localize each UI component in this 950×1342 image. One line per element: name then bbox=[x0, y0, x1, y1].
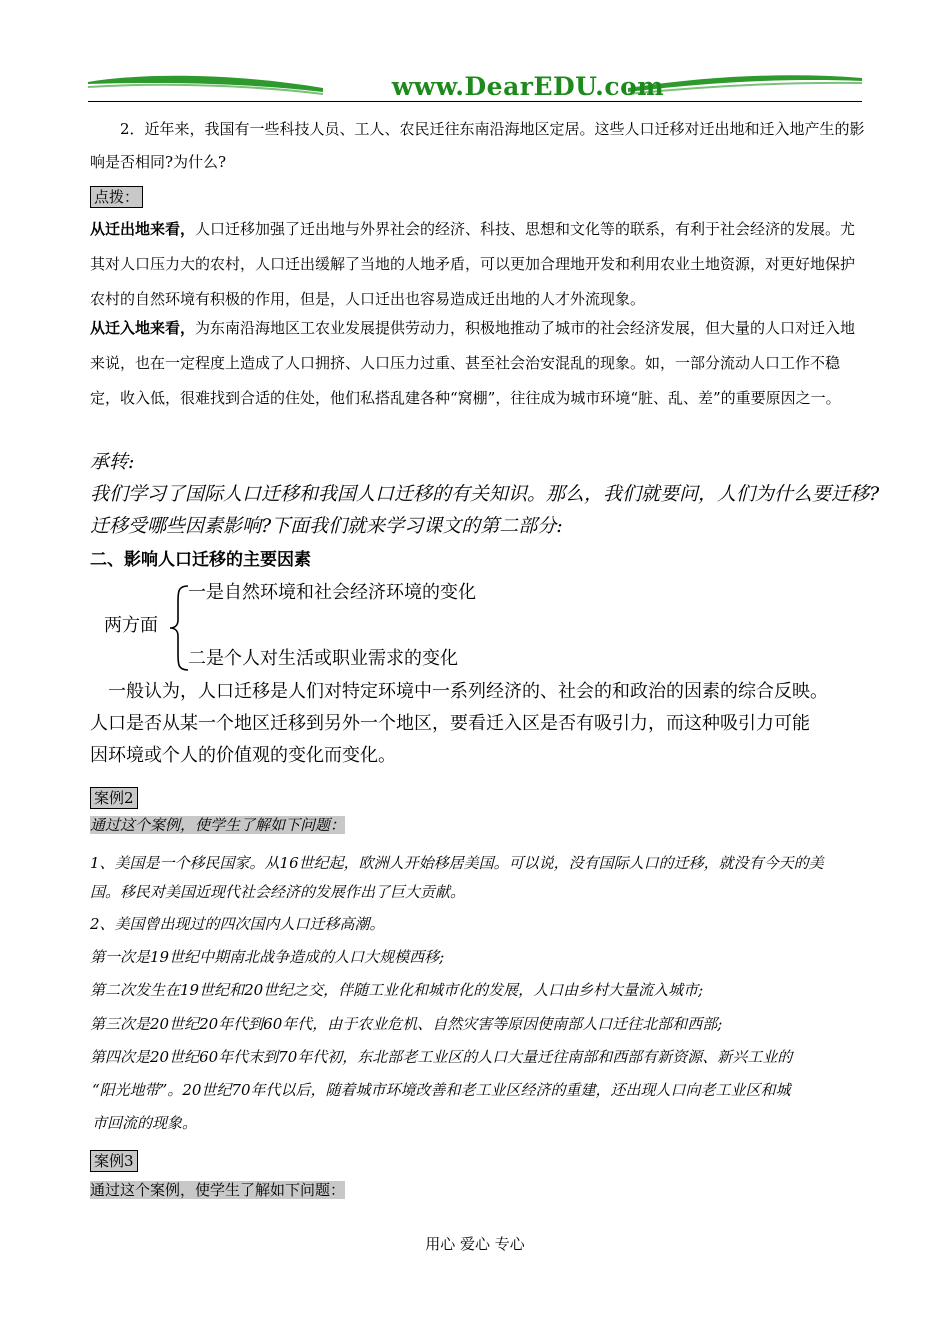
in-migration-text: 为东南沿海地区工农业发展提供劳动力，积极地推动了城市的社会经济发展，但大量的人口对迁入地来说，也在一定程度上造成了人口拥挤、人口压力过重、甚至社会治安混乱的现象。如，一部分流动人口工作不稳定，收入低，很难找到合适的住处，他们私搭乱建各种“窝棚”，往往成为城市环境“脏、乱、差”的重要原因之一。 bbox=[90, 319, 856, 407]
transition-line-1: 我们学习了国际人口迁移和我国人口迁移的有关知识。那么，我们就要问，人们为什么要迁移? bbox=[90, 483, 880, 505]
site-header-banner bbox=[88, 68, 862, 104]
case-2-row bbox=[90, 781, 865, 816]
aspect-item-1: 一是自然环境和社会经济环境的变化 bbox=[188, 582, 476, 603]
wave-4a: 第四次是20世纪60年代末到70年代初，东北部老工业区的人口大量迁往南部和西部有新资源、新兴工业的 bbox=[90, 1048, 793, 1066]
aspect-item-2: 二是个人对生活或职业需求的变化 bbox=[188, 648, 458, 669]
case-2-point-1a: 1、美国是一个移民国家。从16世纪起，欧洲人开始移居美国。可以说，没有国际人口的迁移，就没有今天的美 bbox=[90, 854, 824, 872]
hint-label: 点拨： bbox=[90, 186, 143, 208]
case-2-intro-row bbox=[90, 813, 865, 837]
header-rule bbox=[88, 101, 862, 102]
transition-label: 承转: bbox=[90, 451, 135, 473]
out-migration-lead: 从迁出地来看， bbox=[90, 220, 196, 238]
question-2: 2．近年来，我国有一些科技人员、工人、农民迁往东南沿海地区定居。这些人口迁移对迁出地和迁入地产生的影响是否相同?为什么? bbox=[90, 120, 865, 171]
case-3-row bbox=[90, 1144, 865, 1179]
in-migration-paragraph bbox=[90, 311, 865, 416]
case-3-intro: 通过这个案例，使学生了解如下问题： bbox=[90, 1181, 346, 1199]
case-2-intro: 通过这个案例，使学生了解如下问题： bbox=[90, 816, 346, 834]
general-line-1: 一般认为，人口迁移是人们对特定环境中一系列经济的、社会的和政治的因素的综合反映。 bbox=[108, 681, 828, 702]
wave-4c: 市回流的现象。 bbox=[92, 1114, 198, 1132]
out-migration-paragraph bbox=[90, 212, 865, 317]
transition-line-2: 迁移受哪些因素影响?下面我们就来学习课文的第二部分: bbox=[90, 515, 563, 537]
site-title[interactable]: www.DearEDU.com bbox=[391, 72, 665, 101]
case-2-point-1b: 国。移民对美国近现代社会经济的发展作出了巨大贡献。 bbox=[90, 883, 466, 901]
general-line-2: 人口是否从某一个地区迁移到另外一个地区，要看迁入区是否有吸引力，而这种吸引力可能 bbox=[90, 713, 810, 734]
general-line-3: 因环境或个人的价值观的变化而变化。 bbox=[90, 745, 396, 766]
case-3-intro-row bbox=[90, 1178, 865, 1202]
wave-2: 第二次发生在19世纪和20世纪之交，伴随工业化和城市化的发展，人口由乡村大量流入城市; bbox=[90, 981, 704, 999]
case-2-label: 案例2 bbox=[90, 787, 138, 809]
out-migration-text: 人口迁移加强了迁出地与外界社会的经济、科技、思想和文化等的联系，有利于社会经济的发展。尤其对人口压力大的农村，人口迁出缓解了当地的人地矛盾，可以更加合理地开发和利用农业土地资源，对更好地保护农村的自然环境有积极的作用，但是，人口迁出也容易造成迁出地的人才外流现象。 bbox=[90, 220, 856, 308]
wave-4b: “阳光地带”。20世纪70年代以后，随着城市环境改善和老工业区经济的重建，还出现人口向老工业区和城 bbox=[92, 1081, 791, 1099]
section-2-title: 二、影响人口迁移的主要因素 bbox=[90, 550, 311, 570]
hint-row bbox=[90, 180, 865, 215]
two-aspects-label: 两方面 bbox=[104, 615, 158, 636]
case-2-point-2: 2、美国曾出现过的四次国内人口迁移高潮。 bbox=[90, 915, 385, 933]
in-migration-lead: 从迁入地来看， bbox=[90, 319, 196, 337]
wave-1: 第一次是19世纪中期南北战争造成的人口大规模西移; bbox=[90, 948, 445, 966]
wave-3: 第三次是20世纪20年代到60年代，由于农业危机、自然灾害等原因使南部人口迁往北部和西部; bbox=[90, 1015, 723, 1033]
two-aspects-group bbox=[104, 578, 604, 674]
case-3-label: 案例3 bbox=[90, 1150, 138, 1172]
page-footer: 用心 爱心 专心 bbox=[425, 1235, 525, 1253]
